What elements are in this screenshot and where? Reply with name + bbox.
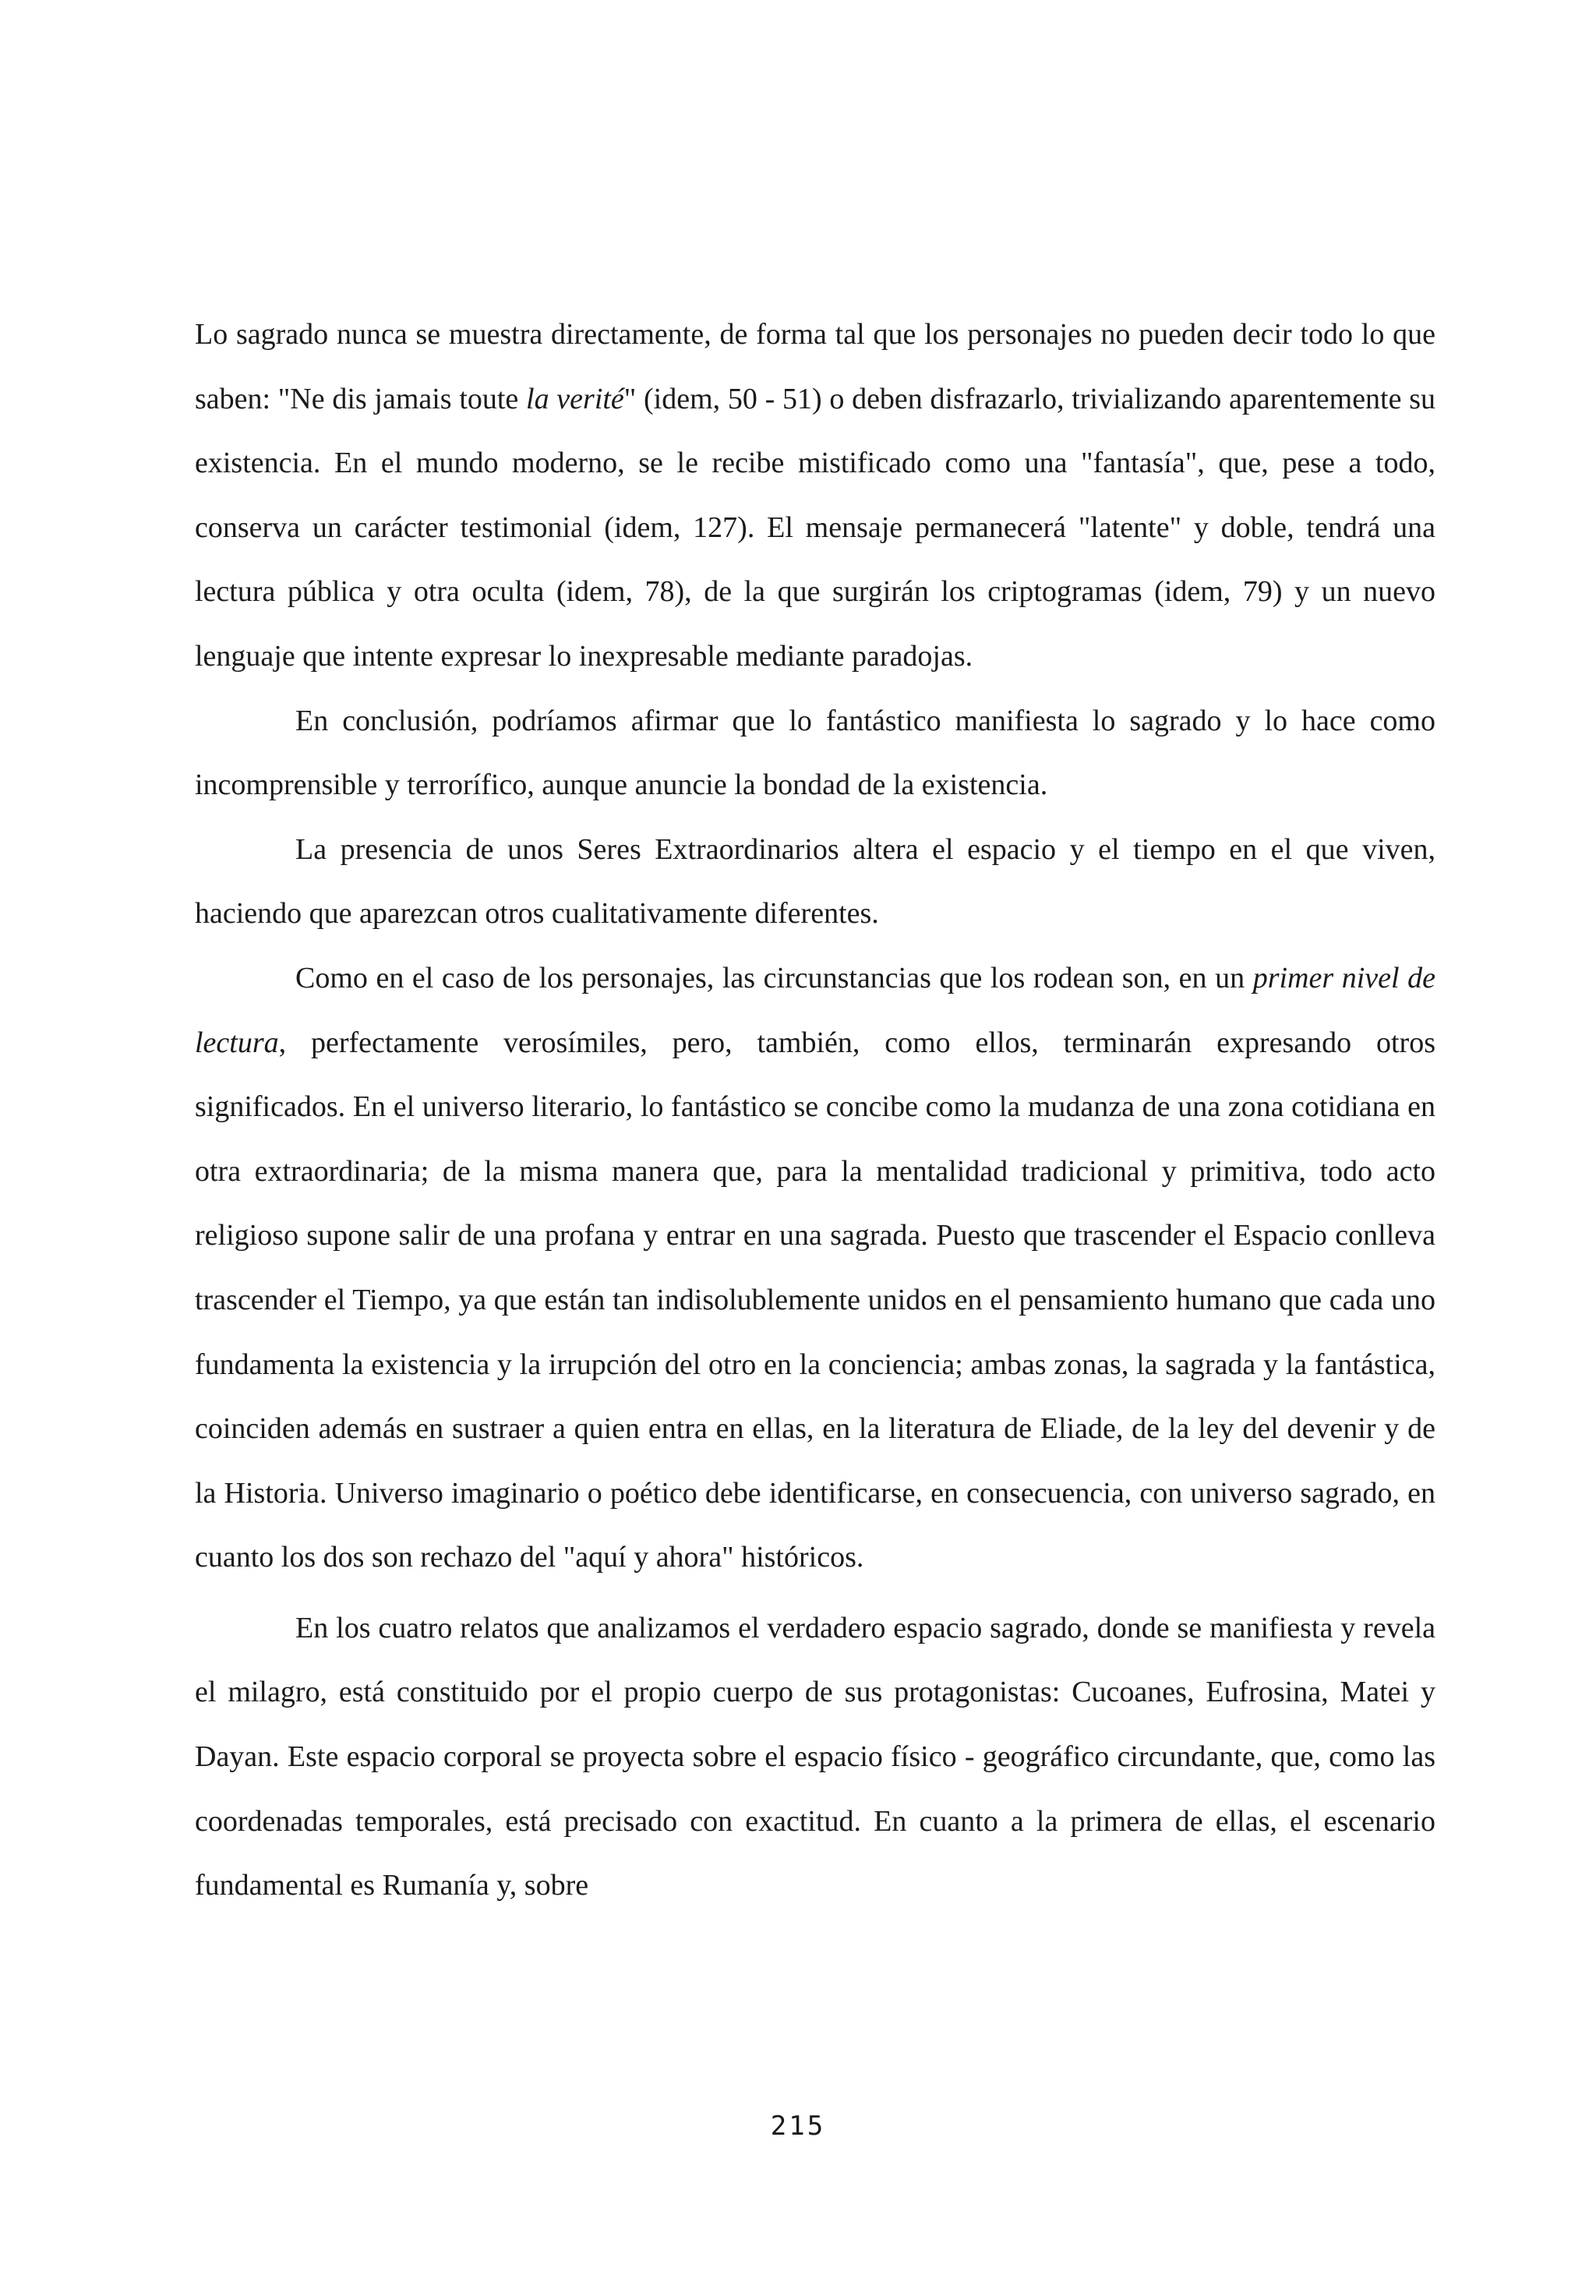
paragraph	[195, 818, 1435, 946]
italic-text-run: la verité	[526, 382, 624, 415]
body-text	[195, 302, 1435, 1918]
text-run: La presencia de unos Seres Extraordinarios altera el espacio y el tiempo en el que viven, haciendo que aparezcan otros cualitativamente diferentes.	[195, 832, 1435, 931]
text-run: Como en el caso de los personajes, las circunstancias que los rodean son, en un	[295, 961, 1253, 994]
text-run: En los cuatro relatos que analizamos el verdadero espacio sagrado, donde se manifiesta y revela el milagro, está constituido por el propio cuerpo de sus protagonistas: Cucoanes, Eufrosina, Matei y Dayan. Este espacio corporal se proyecta sobre el espacio físico - geográfico circundante, que, como las coordenadas temporales, está precisado con exactitud. En cuanto a la primera de ellas, el escenario fundamental es Rumanía y, sobre	[195, 1611, 1435, 1902]
text-run: , perfectamente verosímiles, pero, también, como ellos, terminarán expresando otros significados. En el universo literario, lo fantástico se concibe como la mudanza de una zona cotidiana en otra extraordinaria; de la misma manera que, para la mentalidad tradicional y primitiva, todo acto religioso supone salir de una profana y entrar en una sagrada. Puesto que trascender el Espacio conlleva trascender el Tiempo, ya que están tan indisolublemente unidos en el pensamiento humano que cada uno fundamenta la existencia y la irrupción del otro en la conciencia; ambas zonas, la sagrada y la fantástica, coinciden además en sustraer a quien entra en ellas, en la literatura de Eliade, de la ley del devenir y de la Historia. Universo imaginario o poético debe identificarse, en consecuencia, con universo sagrado, en cuanto los dos son rechazo del "aquí y ahora" históricos.	[195, 1026, 1435, 1574]
text-run: En conclusión, podríamos afirmar que lo fantástico manifiesta lo sagrado y lo hace como incomprensible y terrorífico, aunque anuncie la bondad de la existencia.	[195, 704, 1435, 802]
text-run: " (idem, 50 - 51) o deben disfrazarlo, trivializando aparentemente su existencia. En el mundo moderno, se le recibe mistificado como una "fantasía", que, pese a todo, conserva un carácter testimonial (idem, 127). El mensaje permanecerá "latente" y doble, tendrá una lectura pública y otra oculta (idem, 78), de la que surgirán los criptogramas (idem, 79) y un nuevo lenguaje que intente expresar lo inexpresable mediante paradojas.	[195, 382, 1435, 673]
paragraph	[195, 1596, 1435, 1918]
page-number: 215	[770, 2111, 826, 2142]
italic-text-run: primer nivel de lectura	[195, 961, 1435, 1059]
paragraph	[195, 689, 1435, 818]
paragraph	[195, 302, 1435, 689]
text-run: Lo sagrado nunca se muestra directamente, de forma tal que los personajes no pueden decir todo lo que saben: "Ne dis jamais toute	[195, 318, 1435, 415]
paragraph	[195, 946, 1435, 1590]
